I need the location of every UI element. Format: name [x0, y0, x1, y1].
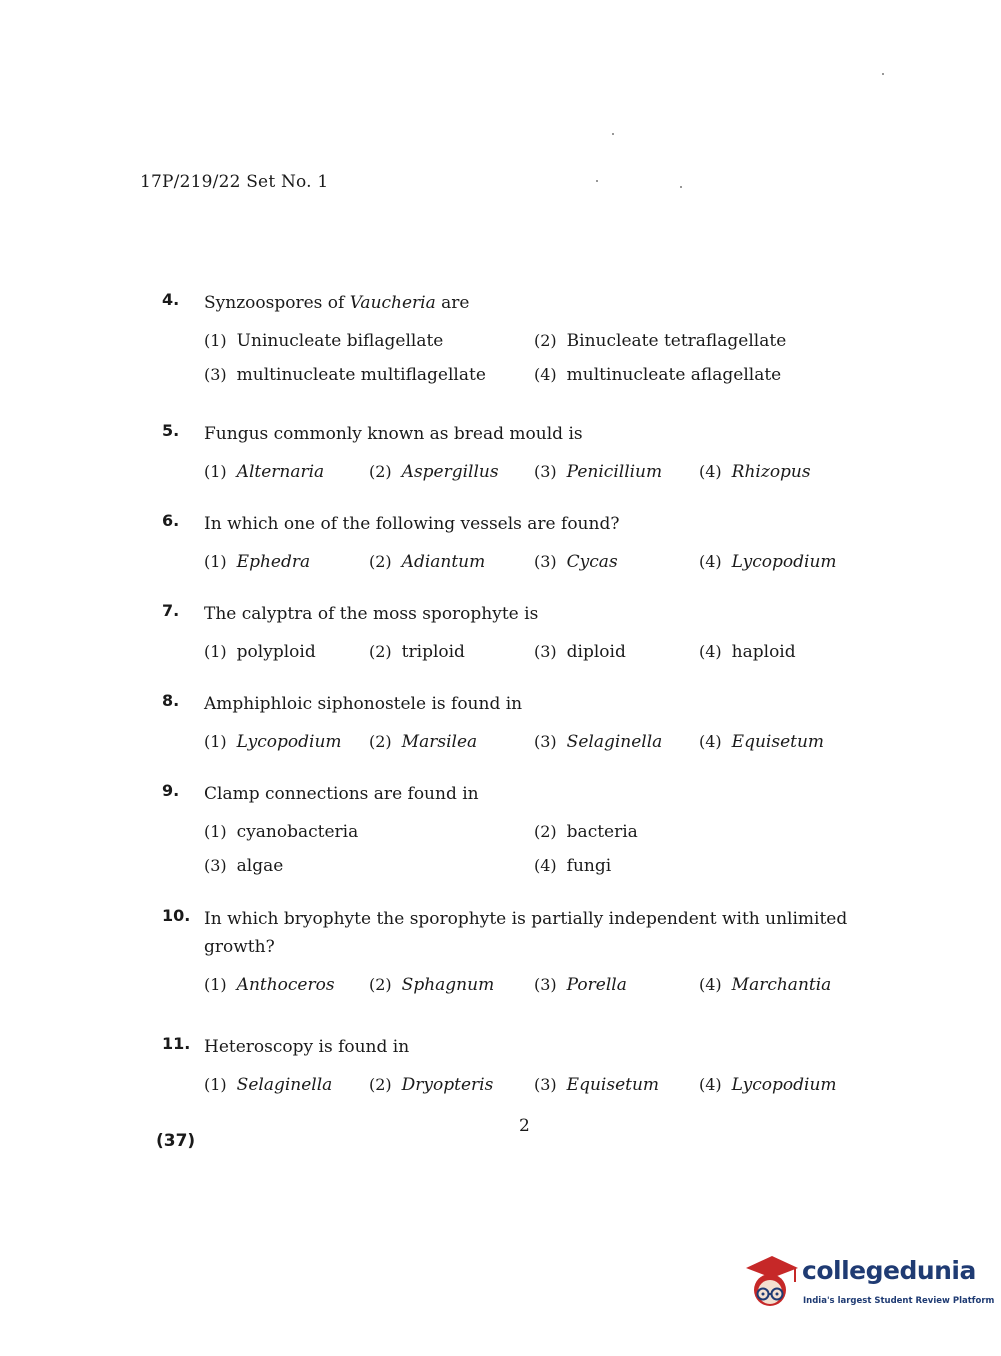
question-text-part: Synzoospores of: [204, 293, 350, 313]
question-text: [204, 289, 892, 317]
option-text: Adiantum: [401, 552, 486, 572]
option-text: cyanobacteria: [236, 822, 359, 842]
question-text-part: In which one of the following vessels are found?: [204, 514, 620, 534]
option-number: (4): [699, 642, 722, 661]
option-text: Uninucleate biflagellate: [236, 331, 444, 351]
question-stem: [162, 289, 892, 317]
answer-option: [369, 552, 534, 572]
option-number: (3): [534, 975, 557, 994]
scan-speck: [596, 180, 598, 182]
option-text: Equisetum: [566, 1075, 660, 1095]
option-number: (2): [369, 552, 392, 571]
option-number: (3): [204, 856, 227, 875]
collegedunia-logo: [742, 1250, 995, 1314]
option-text: triploid: [401, 642, 465, 662]
question-block: [162, 289, 892, 399]
option-number: (2): [369, 642, 392, 661]
question-stem: [162, 780, 892, 808]
option-number: (3): [534, 552, 557, 571]
option-text: Anthoceros: [236, 975, 335, 995]
option-list: [204, 1075, 892, 1095]
option-text: fungi: [566, 856, 612, 876]
option-text: Lycopodium: [731, 552, 837, 572]
option-list: [204, 732, 892, 752]
option-text: polyploid: [236, 642, 316, 662]
option-text: Rhizopus: [731, 462, 811, 482]
question-text: [204, 780, 892, 808]
option-number: (3): [534, 462, 557, 481]
option-number: (4): [534, 365, 557, 384]
answer-option: [369, 462, 534, 482]
option-number: (1): [204, 462, 227, 481]
option-text: haploid: [731, 642, 796, 662]
question-number: 6.: [162, 511, 180, 530]
option-text: Cycas: [566, 552, 618, 572]
answer-option: [699, 462, 864, 482]
answer-option: [534, 331, 864, 351]
scan-speck: [612, 133, 614, 135]
option-number: (2): [534, 331, 557, 350]
scan-speck: [680, 186, 682, 188]
option-number: (1): [204, 732, 227, 751]
option-number: (3): [534, 642, 557, 661]
answer-option: [204, 552, 369, 572]
option-text: Alternaria: [236, 462, 325, 482]
option-number: (4): [699, 552, 722, 571]
question-block: [162, 780, 892, 890]
answer-option: [204, 822, 534, 842]
logo-tagline: India's largest Student Review Platform: [803, 1296, 995, 1306]
answer-option: [534, 462, 699, 482]
option-text: Dryopteris: [401, 1075, 494, 1095]
option-number: (2): [369, 462, 392, 481]
option-text: multinucleate multiflagellate: [236, 365, 486, 385]
answer-option: [699, 732, 864, 752]
option-number: (1): [204, 331, 227, 350]
question-text: [204, 690, 892, 718]
question-stem: [162, 1033, 892, 1061]
question-number: 4.: [162, 290, 180, 309]
option-number: (3): [204, 365, 227, 384]
answer-option: [534, 365, 864, 385]
answer-option: [369, 732, 534, 752]
option-text: Marsilea: [401, 732, 478, 752]
question-stem: [162, 510, 892, 538]
option-number: (4): [534, 856, 557, 875]
answer-option: [204, 642, 369, 662]
option-text: Porella: [566, 975, 627, 995]
answer-option: [204, 365, 534, 385]
option-number: (4): [699, 462, 722, 481]
paper-code: (37): [156, 1131, 196, 1151]
question-text-part: Vaucheria: [349, 293, 436, 313]
option-text: bacteria: [566, 822, 638, 842]
option-number: (1): [204, 1075, 227, 1094]
question-text: [204, 510, 892, 538]
answer-option: [534, 975, 699, 995]
option-text: diploid: [566, 642, 626, 662]
answer-option: [204, 1075, 369, 1095]
question-block: [162, 690, 892, 752]
question-block: [162, 420, 892, 482]
answer-option: [204, 462, 369, 482]
answer-option: [534, 1075, 699, 1095]
answer-option: [204, 975, 369, 995]
option-text: Lycopodium: [731, 1075, 837, 1095]
question-text-part: Clamp connections are found in: [204, 784, 479, 804]
option-number: (1): [204, 822, 227, 841]
option-text: Selaginella: [236, 1075, 333, 1095]
question-text: [204, 1033, 892, 1061]
question-number: 10.: [162, 906, 191, 925]
answer-option: [699, 642, 864, 662]
question-number: 5.: [162, 421, 180, 440]
answer-option: [699, 975, 864, 995]
option-list: [204, 975, 892, 995]
option-text: Marchantia: [731, 975, 832, 995]
option-number: (1): [204, 975, 227, 994]
option-text: Lycopodium: [236, 732, 342, 752]
answer-option: [699, 1075, 864, 1095]
option-number: (1): [204, 552, 227, 571]
option-text: Ephedra: [236, 552, 311, 572]
answer-option: [534, 642, 699, 662]
question-text-part: Heteroscopy is found in: [204, 1037, 410, 1057]
question-stem: [162, 600, 892, 628]
question-text-part: are: [435, 293, 470, 313]
option-text: Sphagnum: [401, 975, 495, 995]
page-number: 2: [519, 1116, 530, 1136]
answer-option: [699, 552, 864, 572]
scan-speck: [882, 73, 884, 75]
answer-option: [369, 642, 534, 662]
set-number: 17P/219/22 Set No. 1: [140, 172, 329, 192]
option-list: [204, 331, 892, 399]
question-text-part: Fungus commonly known as bread mould is: [204, 424, 583, 444]
question-text: [204, 600, 892, 628]
option-number: (4): [699, 732, 722, 751]
logo-name: collegedunia: [802, 1256, 976, 1285]
question-text-part: Amphiphloic siphonostele is found in: [204, 694, 523, 714]
option-number: (2): [369, 732, 392, 751]
answer-option: [534, 856, 864, 876]
option-text: Equisetum: [731, 732, 825, 752]
option-number: (3): [534, 1075, 557, 1094]
question-number: 8.: [162, 691, 180, 710]
option-text: algae: [236, 856, 284, 876]
answer-option: [534, 822, 864, 842]
question-block: [162, 905, 892, 995]
option-text: Binucleate tetraflagellate: [566, 331, 787, 351]
mascot-icon: [742, 1250, 800, 1314]
option-number: (4): [699, 1075, 722, 1094]
question-block: [162, 600, 892, 662]
answer-option: [204, 732, 369, 752]
question-block: [162, 1033, 892, 1095]
option-text: Aspergillus: [401, 462, 499, 482]
question-number: 7.: [162, 601, 180, 620]
question-stem: [162, 690, 892, 718]
option-list: [204, 462, 892, 482]
answer-option: [204, 331, 534, 351]
question-number: 9.: [162, 781, 180, 800]
option-number: (2): [369, 1075, 392, 1094]
option-list: [204, 642, 892, 662]
option-number: (1): [204, 642, 227, 661]
option-text: Selaginella: [566, 732, 663, 752]
option-list: [204, 552, 892, 572]
question-stem: [162, 420, 892, 448]
answer-option: [204, 856, 534, 876]
question-block: [162, 510, 892, 572]
option-number: (4): [699, 975, 722, 994]
answer-option: [534, 732, 699, 752]
answer-option: [369, 1075, 534, 1095]
option-text: multinucleate aflagellate: [566, 365, 782, 385]
option-list: [204, 822, 892, 890]
option-number: (3): [534, 732, 557, 751]
answer-option: [369, 975, 534, 995]
question-text-part: The calyptra of the moss sporophyte is: [204, 604, 539, 624]
option-text: Penicillium: [566, 462, 663, 482]
answer-option: [534, 552, 699, 572]
question-text: [204, 905, 892, 961]
option-number: (2): [369, 975, 392, 994]
question-text-part: In which bryophyte the sporophyte is partially independent with unlimited growth?: [204, 909, 848, 957]
question-stem: [162, 905, 892, 961]
option-number: (2): [534, 822, 557, 841]
question-text: [204, 420, 892, 448]
question-number: 11.: [162, 1034, 191, 1053]
